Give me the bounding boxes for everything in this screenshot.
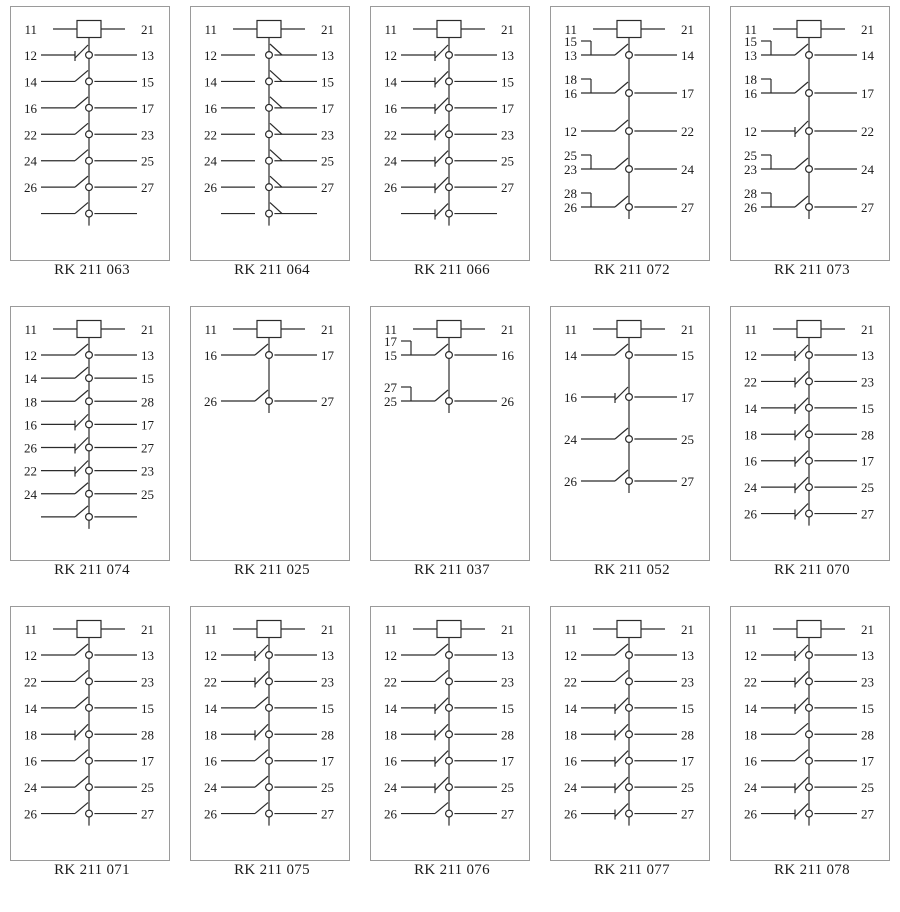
contact-right-terminal: 23	[861, 674, 874, 690]
contact-right-terminal: 15	[321, 74, 334, 90]
diagram-caption: RK 211 052	[594, 562, 670, 578]
coil-right-terminal: 21	[141, 322, 154, 337]
contact-right-terminal: 14	[681, 48, 694, 63]
relay-schematic	[191, 307, 349, 560]
relay-schematic	[551, 7, 709, 260]
contact-right-terminal: 13	[141, 348, 154, 363]
diagram-box	[730, 606, 890, 861]
diagram-box	[10, 6, 170, 261]
contact-right-terminal: 15	[501, 700, 514, 716]
contact-left-terminal: 24	[384, 153, 397, 169]
contact-left-terminal: 12	[24, 648, 37, 663]
contact-left-terminal: 24	[204, 780, 217, 796]
coil-right-terminal: 21	[861, 322, 874, 337]
contact-left-terminal: 26	[384, 806, 397, 822]
diagram-box	[370, 6, 530, 261]
contact-left-terminal: 22	[204, 674, 217, 690]
relay-schematic	[731, 7, 889, 260]
contact-left-terminal: 12	[384, 48, 397, 63]
relay-schematic	[191, 7, 349, 260]
contact-third-terminal: 28	[564, 186, 577, 201]
contact-left-terminal: 15	[384, 348, 397, 363]
diagram-box	[370, 306, 530, 561]
contact-right-terminal: 25	[681, 432, 694, 447]
diagram-box	[550, 6, 710, 261]
contact-left-terminal: 26	[24, 440, 37, 456]
contact-left-terminal: 26	[384, 180, 397, 196]
contact-left-terminal: 23	[744, 162, 757, 177]
contact-left-terminal: 16	[744, 86, 757, 101]
contact-left-terminal: 16	[564, 390, 577, 405]
diagram-caption: RK 211 064	[234, 262, 310, 278]
diagram-caption: RK 211 073	[774, 262, 850, 278]
contact-left-terminal: 14	[384, 700, 397, 716]
diagram-cell	[542, 304, 722, 604]
diagram-box	[190, 306, 350, 561]
contact-right-terminal: 13	[501, 648, 514, 663]
contact-right-terminal: 28	[501, 727, 514, 743]
contact-left-terminal: 14	[744, 400, 757, 416]
relay-schematic	[11, 307, 169, 560]
contact-right-terminal: 17	[321, 348, 334, 363]
relay-schematic	[371, 607, 529, 860]
contact-right-terminal: 25	[141, 486, 154, 502]
contact-right-terminal: 17	[141, 100, 154, 116]
coil-right-terminal: 21	[321, 22, 334, 37]
relay-schematic	[11, 607, 169, 860]
contact-right-terminal: 25	[321, 780, 334, 796]
contact-left-terminal: 16	[204, 753, 217, 769]
coil-right-terminal: 21	[321, 622, 334, 637]
coil-right-terminal: 21	[681, 22, 694, 37]
diagram-caption: RK 211 063	[54, 262, 130, 278]
contact-left-terminal: 26	[564, 474, 577, 489]
contact-left-terminal: 14	[24, 700, 37, 716]
contact-left-terminal: 26	[204, 180, 217, 196]
contact-right-terminal: 27	[861, 200, 874, 215]
contact-left-terminal: 18	[564, 727, 577, 743]
contact-left-terminal: 26	[204, 394, 217, 409]
contact-left-terminal: 22	[24, 674, 37, 690]
contact-right-terminal: 28	[321, 727, 334, 743]
diagram-cell	[722, 4, 900, 304]
diagram-box	[730, 306, 890, 561]
contact-right-terminal: 15	[501, 74, 514, 90]
contact-left-terminal: 12	[24, 48, 37, 63]
relay-schematic	[731, 607, 889, 860]
contact-left-terminal: 12	[744, 348, 757, 363]
diagram-box	[190, 606, 350, 861]
contact-third-terminal: 18	[744, 72, 757, 87]
contact-right-terminal: 27	[141, 806, 154, 822]
diagram-grid	[2, 4, 898, 904]
coil-left-terminal: 11	[384, 22, 397, 37]
contact-right-terminal: 27	[861, 506, 874, 522]
contact-left-terminal: 24	[744, 780, 757, 796]
contact-left-terminal: 13	[564, 48, 577, 63]
contact-right-terminal: 23	[141, 463, 154, 479]
coil-right-terminal: 21	[501, 622, 514, 637]
contact-right-terminal: 23	[141, 674, 154, 690]
diagram-caption: RK 211 078	[774, 862, 850, 878]
coil-left-terminal: 11	[384, 322, 397, 337]
contact-left-terminal: 16	[24, 753, 37, 769]
contact-right-terminal: 17	[861, 86, 874, 101]
diagram-cell	[542, 604, 722, 904]
contact-left-terminal: 14	[204, 700, 217, 716]
coil-right-terminal: 21	[141, 22, 154, 37]
contact-right-terminal: 17	[141, 417, 154, 433]
contact-right-terminal: 23	[501, 674, 514, 690]
contact-third-terminal: 28	[744, 186, 757, 201]
contact-left-terminal: 16	[24, 100, 37, 116]
contact-right-terminal: 25	[501, 780, 514, 796]
coil-left-terminal: 11	[744, 22, 757, 37]
diagram-cell	[542, 4, 722, 304]
coil-right-terminal: 21	[681, 322, 694, 337]
contact-right-terminal: 23	[681, 674, 694, 690]
diagram-caption: RK 211 075	[234, 862, 310, 878]
contact-left-terminal: 24	[564, 780, 577, 796]
contact-third-terminal: 15	[564, 34, 577, 49]
contact-left-terminal: 12	[204, 648, 217, 663]
contact-right-terminal: 14	[861, 48, 874, 63]
contact-right-terminal: 17	[321, 753, 334, 769]
contact-right-terminal: 13	[141, 648, 154, 663]
contact-right-terminal: 17	[681, 753, 694, 769]
contact-right-terminal: 23	[501, 127, 514, 143]
diagram-cell	[2, 604, 182, 904]
contact-left-terminal: 24	[24, 486, 37, 502]
relay-schematic	[551, 307, 709, 560]
contact-left-terminal: 22	[384, 127, 397, 143]
contact-right-terminal: 27	[321, 180, 334, 196]
contact-right-terminal: 27	[861, 806, 874, 822]
contact-left-terminal: 26	[564, 806, 577, 822]
relay-schematic	[551, 607, 709, 860]
contact-left-terminal: 16	[564, 753, 577, 769]
contact-right-terminal: 15	[141, 700, 154, 716]
contact-right-terminal: 27	[141, 180, 154, 196]
contact-left-terminal: 22	[744, 674, 757, 690]
diagram-box	[730, 6, 890, 261]
contact-left-terminal: 23	[564, 162, 577, 177]
coil-right-terminal: 21	[861, 22, 874, 37]
contact-right-terminal: 28	[141, 727, 154, 743]
contact-left-terminal: 16	[204, 348, 217, 363]
contact-left-terminal: 18	[744, 427, 757, 443]
contact-right-terminal: 17	[501, 753, 514, 769]
diagram-cell	[2, 304, 182, 604]
contact-right-terminal: 27	[681, 200, 694, 215]
contact-right-terminal: 13	[681, 648, 694, 663]
relay-schematic	[731, 307, 889, 560]
diagram-cell	[182, 604, 362, 904]
diagram-cell	[362, 304, 542, 604]
contact-left-terminal: 24	[204, 153, 217, 169]
diagram-box	[10, 306, 170, 561]
relay-schematic	[191, 607, 349, 860]
contact-right-terminal: 28	[861, 727, 874, 743]
contact-left-terminal: 26	[24, 806, 37, 822]
contact-left-terminal: 12	[204, 48, 217, 63]
contact-right-terminal: 22	[861, 124, 874, 139]
coil-right-terminal: 21	[141, 622, 154, 637]
coil-right-terminal: 21	[501, 322, 514, 337]
diagram-cell	[2, 4, 182, 304]
diagram-caption: RK 211 071	[54, 862, 130, 878]
diagram-caption: RK 211 074	[54, 562, 130, 578]
contact-left-terminal: 14	[204, 74, 217, 90]
contact-right-terminal: 23	[141, 127, 154, 143]
contact-right-terminal: 28	[861, 427, 874, 443]
contact-left-terminal: 14	[384, 74, 397, 90]
contact-left-terminal: 14	[564, 700, 577, 716]
diagram-caption: RK 211 076	[414, 862, 490, 878]
contact-left-terminal: 18	[24, 727, 37, 743]
contact-right-terminal: 15	[681, 700, 694, 716]
contact-right-terminal: 13	[321, 648, 334, 663]
contact-third-terminal: 17	[384, 334, 397, 349]
contact-right-terminal: 13	[861, 348, 874, 363]
diagram-cell	[182, 4, 362, 304]
contact-left-terminal: 25	[384, 394, 397, 409]
contact-left-terminal: 16	[384, 753, 397, 769]
contact-right-terminal: 23	[321, 674, 334, 690]
contact-right-terminal: 13	[501, 48, 514, 63]
contact-left-terminal: 18	[24, 394, 37, 410]
contact-right-terminal: 27	[681, 806, 694, 822]
contact-right-terminal: 16	[501, 348, 514, 363]
contact-left-terminal: 22	[384, 674, 397, 690]
diagram-cell	[362, 604, 542, 904]
coil-right-terminal: 21	[321, 322, 334, 337]
relay-schematic	[371, 307, 529, 560]
contact-left-terminal: 22	[564, 674, 577, 690]
contact-right-terminal: 27	[321, 394, 334, 409]
contact-left-terminal: 14	[24, 74, 37, 90]
contact-left-terminal: 16	[384, 100, 397, 116]
contact-left-terminal: 26	[744, 506, 757, 522]
coil-left-terminal: 11	[744, 622, 757, 637]
contact-right-terminal: 15	[861, 400, 874, 416]
contact-right-terminal: 15	[141, 74, 154, 90]
diagram-caption: RK 211 072	[594, 262, 670, 278]
relay-schematic	[11, 7, 169, 260]
contact-left-terminal: 18	[744, 727, 757, 743]
coil-left-terminal: 11	[204, 22, 217, 37]
contact-left-terminal: 16	[744, 453, 757, 469]
coil-right-terminal: 21	[501, 22, 514, 37]
coil-left-terminal: 11	[204, 622, 217, 637]
coil-left-terminal: 11	[24, 622, 37, 637]
coil-right-terminal: 21	[861, 622, 874, 637]
contact-right-terminal: 17	[861, 453, 874, 469]
contact-third-terminal: 18	[564, 72, 577, 87]
contact-left-terminal: 16	[24, 417, 37, 433]
diagram-caption: RK 211 037	[414, 562, 490, 578]
contact-right-terminal: 27	[681, 474, 694, 489]
diagram-cell	[722, 604, 900, 904]
contact-third-terminal: 27	[384, 380, 397, 395]
contact-left-terminal: 14	[24, 371, 37, 387]
coil-left-terminal: 11	[24, 322, 37, 337]
coil-right-terminal: 21	[681, 622, 694, 637]
contact-left-terminal: 24	[564, 432, 577, 447]
contact-third-terminal: 25	[564, 148, 577, 163]
contact-left-terminal: 18	[204, 727, 217, 743]
contact-left-terminal: 24	[24, 780, 37, 796]
contact-right-terminal: 26	[501, 394, 514, 409]
coil-left-terminal: 11	[204, 322, 217, 337]
diagram-caption: RK 211 025	[234, 562, 310, 578]
diagram-caption: RK 211 077	[594, 862, 670, 878]
contact-left-terminal: 12	[744, 648, 757, 663]
coil-left-terminal: 11	[564, 322, 577, 337]
contact-right-terminal: 25	[141, 780, 154, 796]
contact-right-terminal: 23	[321, 127, 334, 143]
contact-left-terminal: 13	[744, 48, 757, 63]
contact-right-terminal: 27	[321, 806, 334, 822]
contact-left-terminal: 24	[24, 153, 37, 169]
contact-left-terminal: 22	[204, 127, 217, 143]
coil-left-terminal: 11	[24, 22, 37, 37]
diagram-caption: RK 211 066	[414, 262, 490, 278]
contact-left-terminal: 12	[744, 124, 757, 139]
diagram-caption: RK 211 070	[774, 562, 850, 578]
contact-left-terminal: 26	[744, 806, 757, 822]
contact-third-terminal: 25	[744, 148, 757, 163]
diagram-cell	[722, 304, 900, 604]
diagram-box	[10, 606, 170, 861]
contact-right-terminal: 17	[681, 390, 694, 405]
coil-left-terminal: 11	[564, 622, 577, 637]
contact-right-terminal: 27	[501, 806, 514, 822]
diagram-box	[550, 606, 710, 861]
contact-right-terminal: 17	[681, 86, 694, 101]
diagram-cell	[182, 304, 362, 604]
coil-left-terminal: 11	[564, 22, 577, 37]
contact-right-terminal: 13	[141, 48, 154, 63]
diagram-box	[550, 306, 710, 561]
contact-left-terminal: 22	[24, 127, 37, 143]
contact-left-terminal: 14	[744, 700, 757, 716]
contact-right-terminal: 25	[861, 480, 874, 496]
contact-left-terminal: 24	[384, 780, 397, 796]
diagram-box	[190, 6, 350, 261]
contact-left-terminal: 26	[564, 200, 577, 215]
contact-right-terminal: 27	[501, 180, 514, 196]
contact-right-terminal: 13	[861, 648, 874, 663]
contact-right-terminal: 15	[681, 348, 694, 363]
contact-right-terminal: 25	[141, 153, 154, 169]
contact-right-terminal: 23	[861, 374, 874, 390]
contact-left-terminal: 16	[564, 86, 577, 101]
contact-left-terminal: 18	[384, 727, 397, 743]
relay-schematic	[371, 7, 529, 260]
contact-left-terminal: 24	[744, 480, 757, 496]
contact-right-terminal: 17	[501, 100, 514, 116]
contact-right-terminal: 25	[501, 153, 514, 169]
contact-left-terminal: 26	[744, 200, 757, 215]
contact-right-terminal: 15	[321, 700, 334, 716]
contact-left-terminal: 12	[564, 648, 577, 663]
contact-right-terminal: 15	[861, 700, 874, 716]
contact-left-terminal: 12	[24, 348, 37, 363]
contact-right-terminal: 17	[861, 753, 874, 769]
contact-right-terminal: 22	[681, 124, 694, 139]
contact-right-terminal: 13	[321, 48, 334, 63]
contact-left-terminal: 16	[744, 753, 757, 769]
contact-right-terminal: 25	[861, 780, 874, 796]
contact-left-terminal: 22	[744, 374, 757, 390]
contact-right-terminal: 17	[321, 100, 334, 116]
contact-left-terminal: 26	[204, 806, 217, 822]
contact-left-terminal: 26	[24, 180, 37, 196]
contact-third-terminal: 15	[744, 34, 757, 49]
contact-right-terminal: 28	[141, 394, 154, 410]
contact-right-terminal: 25	[321, 153, 334, 169]
contact-left-terminal: 14	[564, 348, 577, 363]
contact-left-terminal: 16	[204, 100, 217, 116]
contact-right-terminal: 15	[141, 371, 154, 387]
contact-left-terminal: 12	[384, 648, 397, 663]
contact-left-terminal: 12	[564, 124, 577, 139]
diagram-box	[370, 606, 530, 861]
coil-left-terminal: 11	[384, 622, 397, 637]
coil-left-terminal: 11	[744, 322, 757, 337]
contact-right-terminal: 24	[861, 162, 874, 177]
contact-left-terminal: 22	[24, 463, 37, 479]
contact-right-terminal: 17	[141, 753, 154, 769]
contact-right-terminal: 25	[681, 780, 694, 796]
contact-right-terminal: 28	[681, 727, 694, 743]
contact-right-terminal: 27	[141, 440, 154, 456]
contact-right-terminal: 24	[681, 162, 694, 177]
diagram-cell	[362, 4, 542, 304]
